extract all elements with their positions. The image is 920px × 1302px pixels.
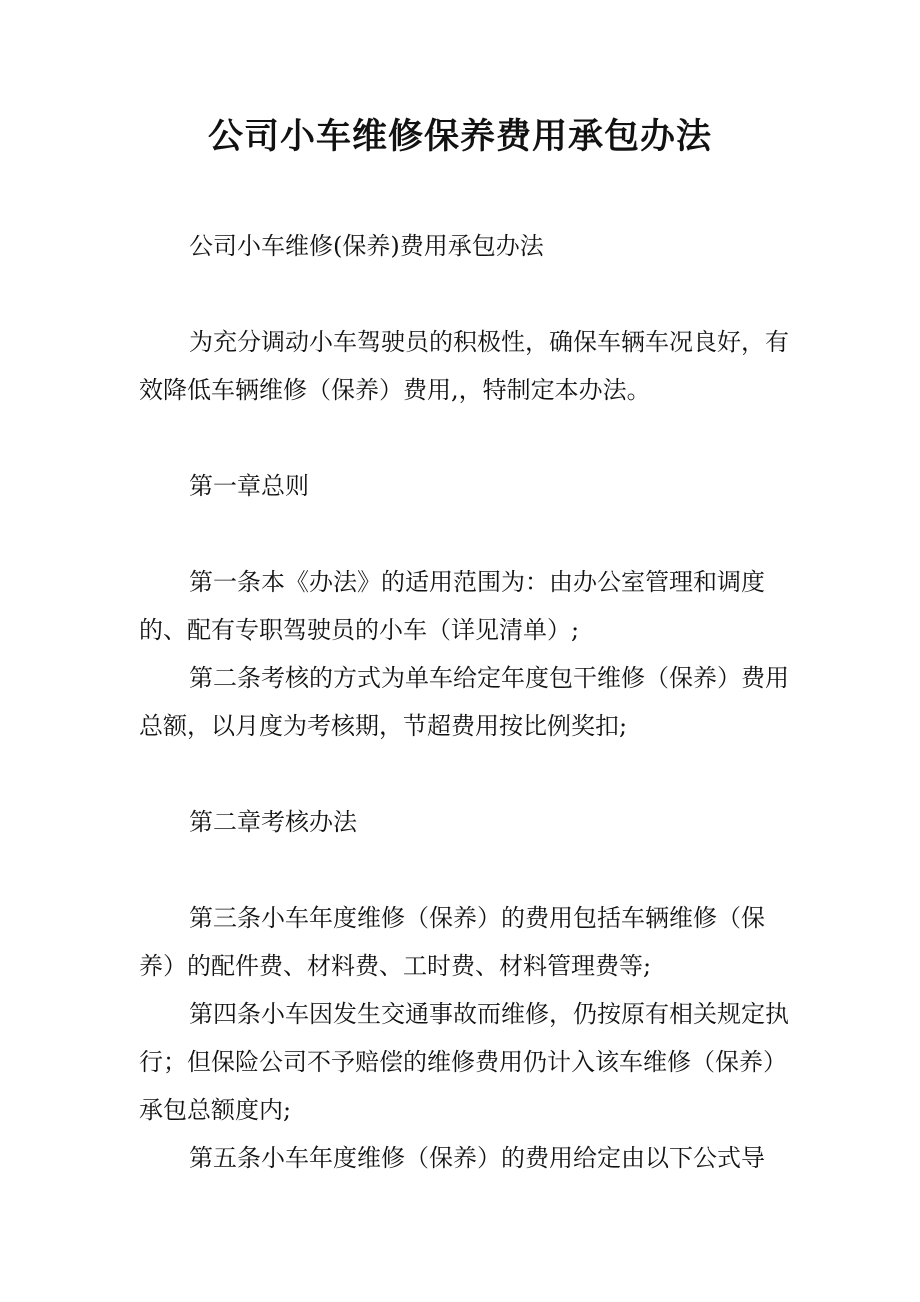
article-two: 第二条考核的方式为单车给定年度包干维修（保养）费用总额，以月度为考核期，节超费用按比例奖扣; [139, 664, 789, 740]
article-three: 第三条小车年度维修（保养）的费用包括车辆维修（保养）的配件费、材料费、工时费、材料管理费等; [139, 904, 765, 980]
article-five: 第五条小车年度维修（保养）的费用给定由以下公式导 [189, 1144, 765, 1172]
article-four: 第四条小车因发生交通事故而维修，仍按原有相关规定执行；但保险公司不予赔偿的维修费用仍计入该车维修（保养）承包总额度内; [139, 1000, 789, 1124]
chapter-two-heading: 第二章考核办法 [189, 808, 357, 836]
document-title: 公司小车维修保养费用承包办法 [207, 116, 712, 157]
chapter-one-heading: 第一章总则 [189, 472, 309, 500]
paragraph-intro: 为充分调动小车驾驶员的积极性，确保车辆车况良好，有效降低车辆维修（保养）费用,，特制定本办法。 [139, 328, 789, 404]
paragraph-subtitle: 公司小车维修(保养)费用承包办法 [189, 232, 544, 260]
article-one: 第一条本《办法》的适用范围为：由办公室管理和调度的、配有专职驾驶员的小车（详见清单）; [139, 568, 765, 644]
